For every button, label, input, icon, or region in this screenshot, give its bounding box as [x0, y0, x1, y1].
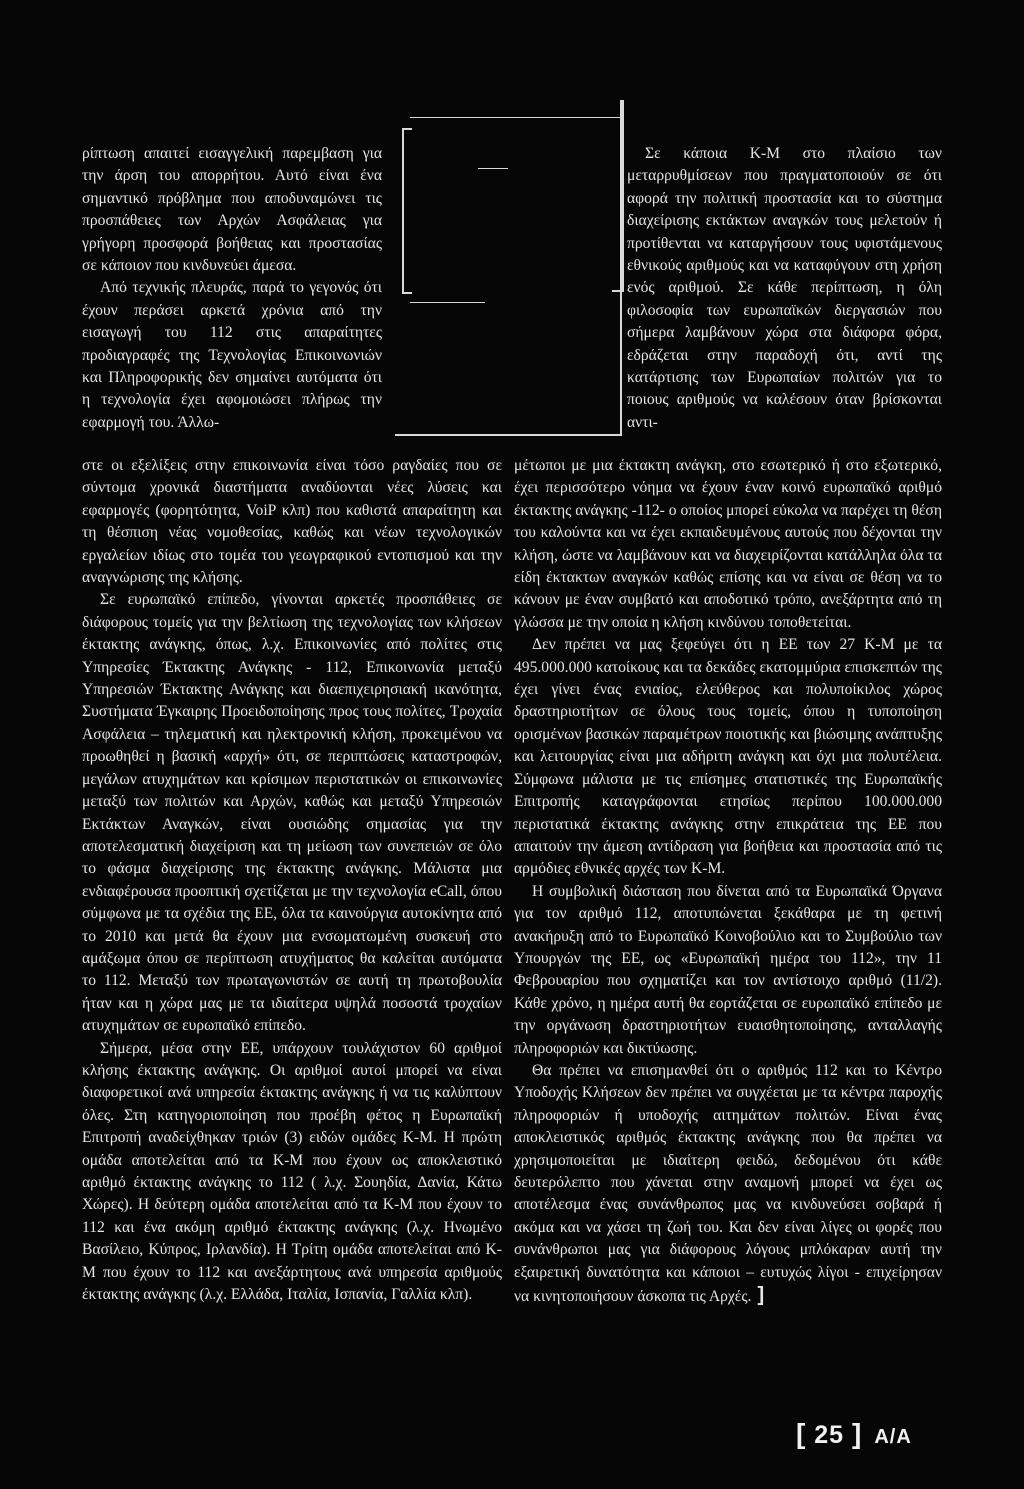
frame-top-line [410, 117, 620, 118]
page-footer [796, 1418, 912, 1450]
frame-inner-line [478, 168, 508, 169]
paragraph: Δεν πρέπει να μας ξεφεύγει ότι η ΕΕ των 27 Κ-Μ με τα 495.000.000 κατοίκους και τα δεκάδες εκατομμύρια επισκεπτών της έχει γίνει ένας ενιαίος, ελεύθερος και πολυποίκιλος χώρος δραστηριοτήτων σε όλους τους τομείς, όπου η τυποποίηση ορισμένων βασικών παραμέτρων ποιοτικής και βιώσιμης ανάπτυξης και λειτουργίας είναι μια αδήριτη ανάγκη και όχι μια πολυτέλεια. Σύμφωνα μάλιστα με τις επίσημες στατιστικές της Ευρωπαϊκής Επιτροπής καταγράφονται ετησίως περίπου 100.000.000 περιστατικά έκτακτης ανάγκης στην επικράτεια της ΕΕ που απαιτούν την άμεση αντίδραση για βοήθεια και προστασία από τις αρμόδιες εθνικές αρχές των Κ-Μ. [514, 636, 942, 878]
text-column-right-bottom [514, 455, 942, 1308]
frame-mid-line [410, 302, 485, 303]
paragraph: στε οι εξελίξεις στην επικοινωνία είναι τόσο ραγδαίες που σε σύντομα χρονικά διαστήματα αναδύονται νέες λύσεις και εφαρμογές (φορητότητα, VoiP κλπ) που καθιστά απαραίτητη και τη θέσπιση νέας νομοθεσίας, καθώς και νέων τεχνολογικών εργαλείων ιδίως στο τομέα του γεωγραφικού εντοπισμού και την αναγνώρισης της κλήσης. [82, 457, 502, 587]
paragraph: μέτωποι με μια έκτακτη ανάγκη, στο εσωτερικό ή στο εξωτερικό, έχει περισσότερο νόημα να έχουν έναν κοινό ευρωπαϊκό αριθμό έκτακτης ανάγκης -112- ο οποίος μπορεί εύκολα να παρέχει τη θέση του καλούντα και να έχει εκπαιδευμένους αυτούς που δέχονται την κλήση, ώστε να λαμβάνουν και να διαχειρίζονται κατάλληλα όλα τα είδη έκτακτων αναγκών καθώς επίσης και να είναι σε θέση να το κάνουν με έναν συμβατό και αποδοτικό τρόπο, ανεξάρτητα από τη γλώσσα με την οποία η κλήση κινδύνου τοποθετείται. [514, 457, 942, 631]
frame-right-bracket [612, 100, 624, 292]
frame-left-bracket [402, 128, 412, 294]
frame-bottom-line [395, 434, 622, 436]
page-number: 25 [814, 1421, 845, 1449]
paragraph-text: Θα πρέπει να επισημανθεί ότι ο αριθμός 112 και το Κέντρο Υποδοχής Κλήσεων δεν πρέπει να συγχέεται με τα κέντρα παροχής πληροφοριών ή υποδοχής αιτημάτων πολιτών. Είναι ένας αποκλειστικός αριθμός έκτακτης ανάγκης που θα πρέπει να χρησιμοποιείται με ιδιαίτερη φειδώ, δεδομένου ότι κάθε δευτερόλεπτο που χάνεται στην αναμονή μπορεί να έχει ως αποτέλεσμα ένας συνάνθρωπος μας να κινδυνεύσει σοβαρά ή ακόμα και να χάσει τη ζωή του. Και δεν είναι λίγες οι φορές που συνάνθρωποι μας για διάφορους λόγους μπλόκαραν αυτή την εξαιρετική δυνατότητα και κάποιοι – ευτυχώς λίγοι - επιχείρησαν να κινητοποιήσουν άσκοπα τις Αρχές. [514, 1061, 942, 1306]
paragraph: Σε ευρωπαϊκό επίπεδο, γίνονται αρκετές προσπάθειες σε διάφορους τομείς για την βελτίωση της τεχνολογίας των κλήσεων έκτακτης ανάγκης, όπως, λ.χ. Επικοινωνίες από πολίτες στις Υπηρεσίες Έκτακτης Ανάγκης - 112, Επικοινωνία μεταξύ Υπηρεσιών Έκτακτης Ανάγκης και διαεπιχειρησιακή ικανότητα, Συστήματα Έγκαιρης Προειδοποίησης προς τους πολίτες, Τροχαία Ασφάλεια – τηλεματική και ηλεκτρονική κλήση, προκειμένου να προωθηθεί η βασική «αρχή» ότι, σε περιπτώσεις καταστροφών, μεγάλων ατυχημάτων και κρίσιμων περιστατικών οι επικοινωνίες μεταξύ των πολιτών και Αρχών, καθώς και μεταξύ Υπηρεσιών Εκτάκτων Αναγκών, είναι ουσιώδης σημασίας για την αποτελεσματική διαχείριση και τη μείωση των συνεπειών σε όλο το φάσμα διαχείρισης της έκτακτης ανάγκης. Μάλιστα μια ενδιαφέρουσα προοπτική σχετίζεται με την τεχνολογία eCall, όπου σύμφωνα με τα σχέδια της ΕΕ, όλα τα καινούργια αυτοκίνητα από το 2010 και μετά θα έχουν μια ενσωματωμένη συσκευή στο αμάξωμα όπου σε περίπτωση ατυχήματος θα καλείται αυτόματα το 112. Μεταξύ των πρωταγωνιστών σε αυτή τη πρωτοβουλία ήταν και η χώρα μας με τα ιδιαίτερα υψηλά ποσοστά τροχαίων ατυχημάτων σε ευρωπαϊκό επίπεδο. [82, 591, 502, 1035]
text-column-left-top [82, 143, 382, 434]
text-column-left-bottom [82, 455, 502, 1306]
paragraph: Σήμερα, μέσα στην ΕΕ, υπάρχουν τουλάχιστον 60 αριθμοί κλήσης έκτακτης ανάγκης. Οι αριθμοί αυτοί μπορεί να είναι διαφορετικοί ανά υπηρεσία έκτακτης ανάγκης ή να τις καλύπτουν όλες. Στη κατηγοριοποίηση που προέβη φέτος η Ευρωπαϊκή Επιτροπή αναδείχθηκαν τριών (3) ειδών ομάδες Κ-Μ. Η πρώτη ομάδα αποτελείται από τα Κ-Μ που έχουν ως αποκλειστικό αριθμό έκτακτης ανάγκης το 112 ( λ.χ. Σουηδία, Δανία, Κάτω Χώρες). Η δεύτερη ομάδα αποτελείται από τα Κ-Μ που έχουν το 112 και ένα ακόμη αριθμό έκτακτης ανάγκης (λ.χ. Ηνωμένο Βασίλειο, Κύπρος, Ιρλανδία). Η Τρίτη ομάδα αποτελείται από Κ-Μ που έχουν το 112 και ανεξάρτητους ανά υπηρεσία αριθμούς έκτακτης ανάγκης (λ.χ. Ελλάδα, Ιταλία, Ισπανία, Γαλλία κλπ). [82, 1039, 502, 1304]
footer-bracket-open: [ [796, 1418, 807, 1449]
end-mark: ] [757, 1284, 765, 1307]
paragraph: Σε κάποια Κ-Μ στο πλαίσιο των μεταρρυθμίσεων που πραγματοποιούν σε ότι αφορά την πολιτική προστασία και το σύστημα διαχείρισης εκτάκτων αναγκών τους μελετούν ή προτίθενται να καταργήσουν τους υφιστάμενους εθνικούς αριθμούς και να καταφύγουν στη χρήση ενός αριθμού. Σε κάθε περίπτωση, η όλη φιλοσοφία των ευρωπαϊκών διεργασιών που σήμερα λαμβάνουν χώρα στα διάφορα φόρα, εδράζεται στην παραδοχή ότι, αντί της κατάρτισης των Ευρωπαίων πολιτών για το ποιους αριθμούς να καλέσουν όταν βρίσκονται αντι- [627, 145, 942, 431]
paragraph: Από τεχνικής πλευράς, παρά το γεγονός ότι έχουν περάσει αρκετά χρόνια από την εισαγωγή του 112 στις απαραίτητες προδιαγραφές της Τεχνολογίας Επικοινωνιών και Πληροφορικής δεν σημαίνει αυτόματα ότι η τεχνολογία έχει αφομοιώσει πλήρως την εφαρμογή του. Άλλω- [82, 279, 382, 431]
footer-suffix: A/A [874, 1426, 912, 1448]
paragraph: Η συμβολική διάσταση που δίνεται από τα Ευρωπαϊκά Όργανα για τον αριθμό 112, αποτυπώνεται ξεκάθαρα με τη φετινή ανακήρυξη από το Ευρωπαϊκό Κοινοβούλιο και το Συμβούλιο των Υπουργών της ΕΕ, ως «Ευρωπαϊκή ημέρα του 112», την 11 Φεβρουαρίου που σχηματίζει και τον αντίστοιχο αριθμό (11/2). Κάθε χρόνο, η ημέρα αυτή θα εορτάζεται σε ευρωπαϊκό επίπεδο με την οργάνωση δραστηριοτήτων ευαισθητοποίησης, ανταλλαγής πληροφοριών και δικτύωσης. [514, 882, 942, 1057]
paragraph: ρίπτωση απαιτεί εισαγγελική παρεμβαση για την άρση του απορρήτου. Αυτό είναι ένα σημαντικό πρόβλημα που αποδυναμώνει τις προσπάθειες των Αρχών Ασφάλειας για γρήγορη προσφορά βοήθειας και προστασίας σε κάποιον που κινδυνεύει άμεσα. [82, 145, 382, 275]
frame-right-vertical [620, 100, 622, 435]
paragraph-last [514, 1060, 942, 1308]
footer-bracket-close: ] [852, 1418, 863, 1449]
text-column-right-top [627, 143, 942, 434]
